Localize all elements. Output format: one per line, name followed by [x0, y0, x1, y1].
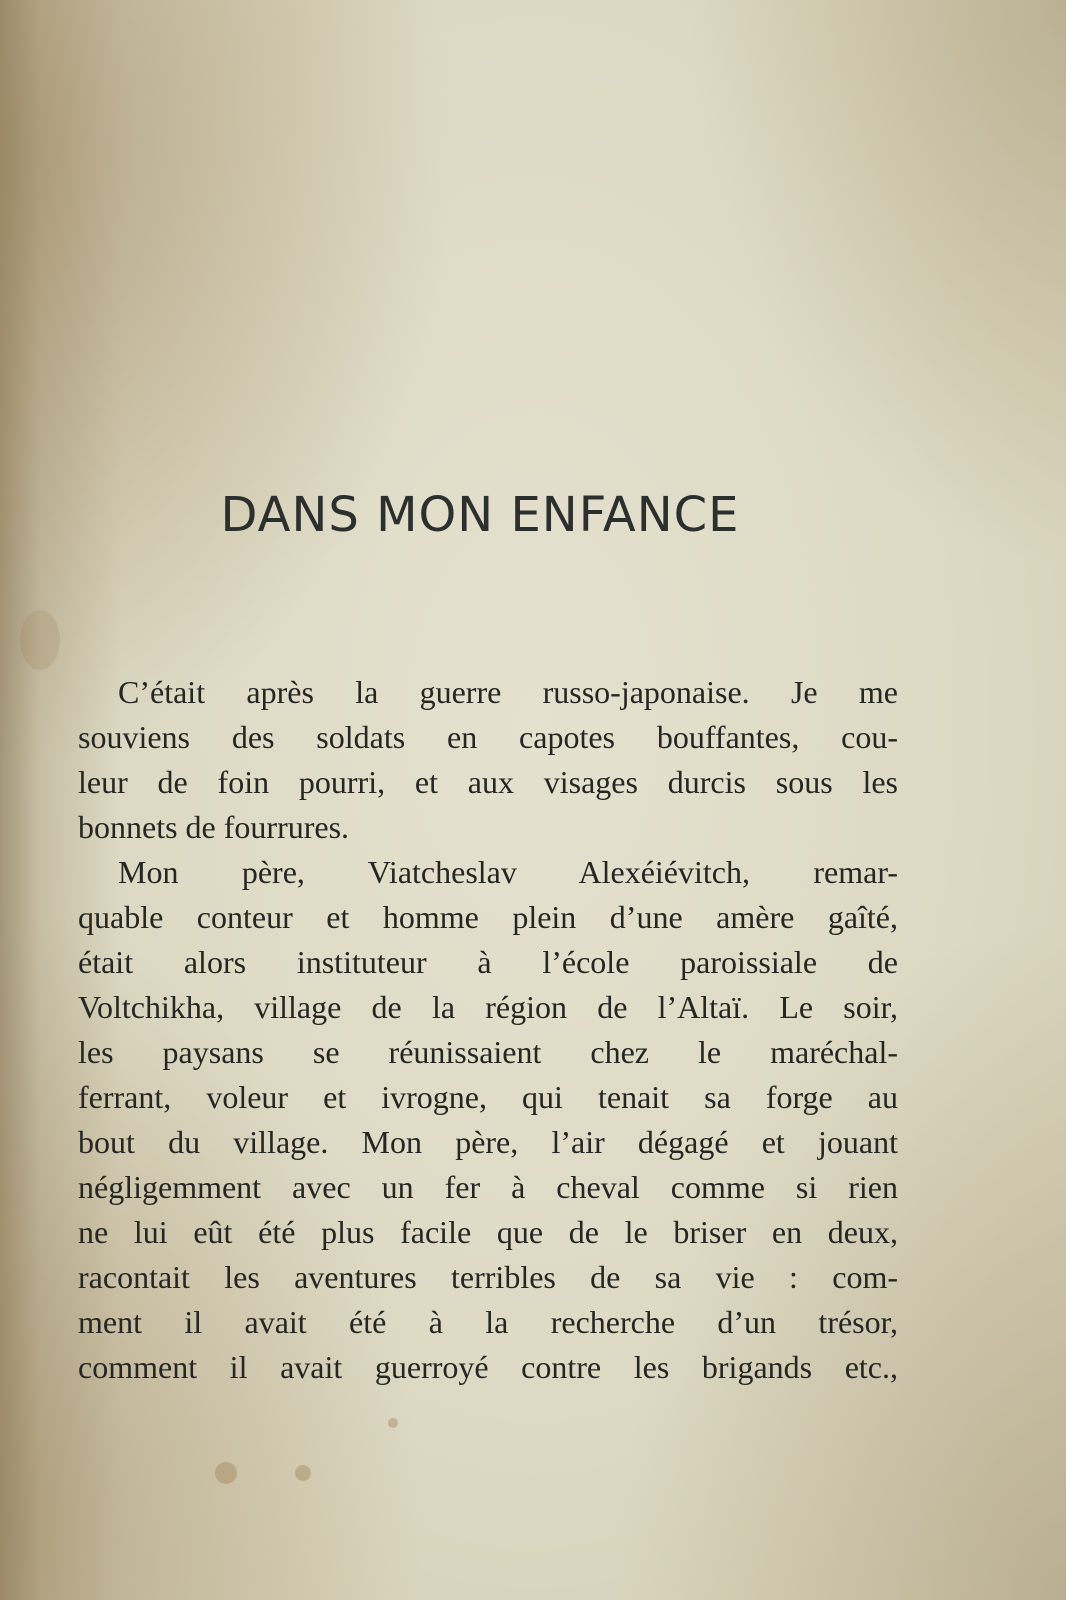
chapter-title: DANS MON ENFANCE: [220, 487, 740, 544]
text-line: souviens des soldats en capotes bouffantes, cou-: [78, 719, 898, 755]
text-line: ferrant, voleur et ivrogne, qui tenait sa forge au: [78, 1079, 898, 1115]
text-line: racontait les aventures terribles de sa vie : com-: [78, 1259, 898, 1295]
text-line: les paysans se réunissaient chez le maréchal-: [78, 1034, 898, 1070]
paper-stain: [295, 1465, 311, 1481]
text-line: ment il avait été à la recherche d’un trésor,: [78, 1304, 898, 1340]
body-text: [78, 670, 898, 1390]
text-line: bonnets de fourrures.: [78, 809, 350, 845]
text-line: leur de foin pourri, et aux visages durcis sous les: [78, 764, 898, 800]
paper-stain: [388, 1418, 398, 1428]
text-line: bout du village. Mon père, l’air dégagé et jouant: [78, 1124, 898, 1160]
text-line: comment il avait guerroyé contre les brigands etc.,: [78, 1349, 898, 1385]
paper-stain: [20, 610, 60, 670]
text-line: Voltchikha, village de la région de l’Altaï. Le soir,: [78, 989, 898, 1025]
paragraph: [78, 850, 898, 1390]
text-line: négligemment avec un fer à cheval comme si rien: [78, 1169, 898, 1205]
text-line: ne lui eût été plus facile que de le briser en deux,: [78, 1214, 898, 1250]
paragraph: [78, 670, 898, 850]
text-line: quable conteur et homme plein d’une amère gaîté,: [78, 899, 898, 935]
text-line: Mon père, Viatcheslav Alexéiévitch, remar-: [118, 854, 898, 890]
paper-stain: [215, 1462, 237, 1484]
text-line: était alors instituteur à l’école paroissiale de: [78, 944, 898, 980]
text-line: C’était après la guerre russo-japonaise. Je me: [118, 674, 898, 710]
